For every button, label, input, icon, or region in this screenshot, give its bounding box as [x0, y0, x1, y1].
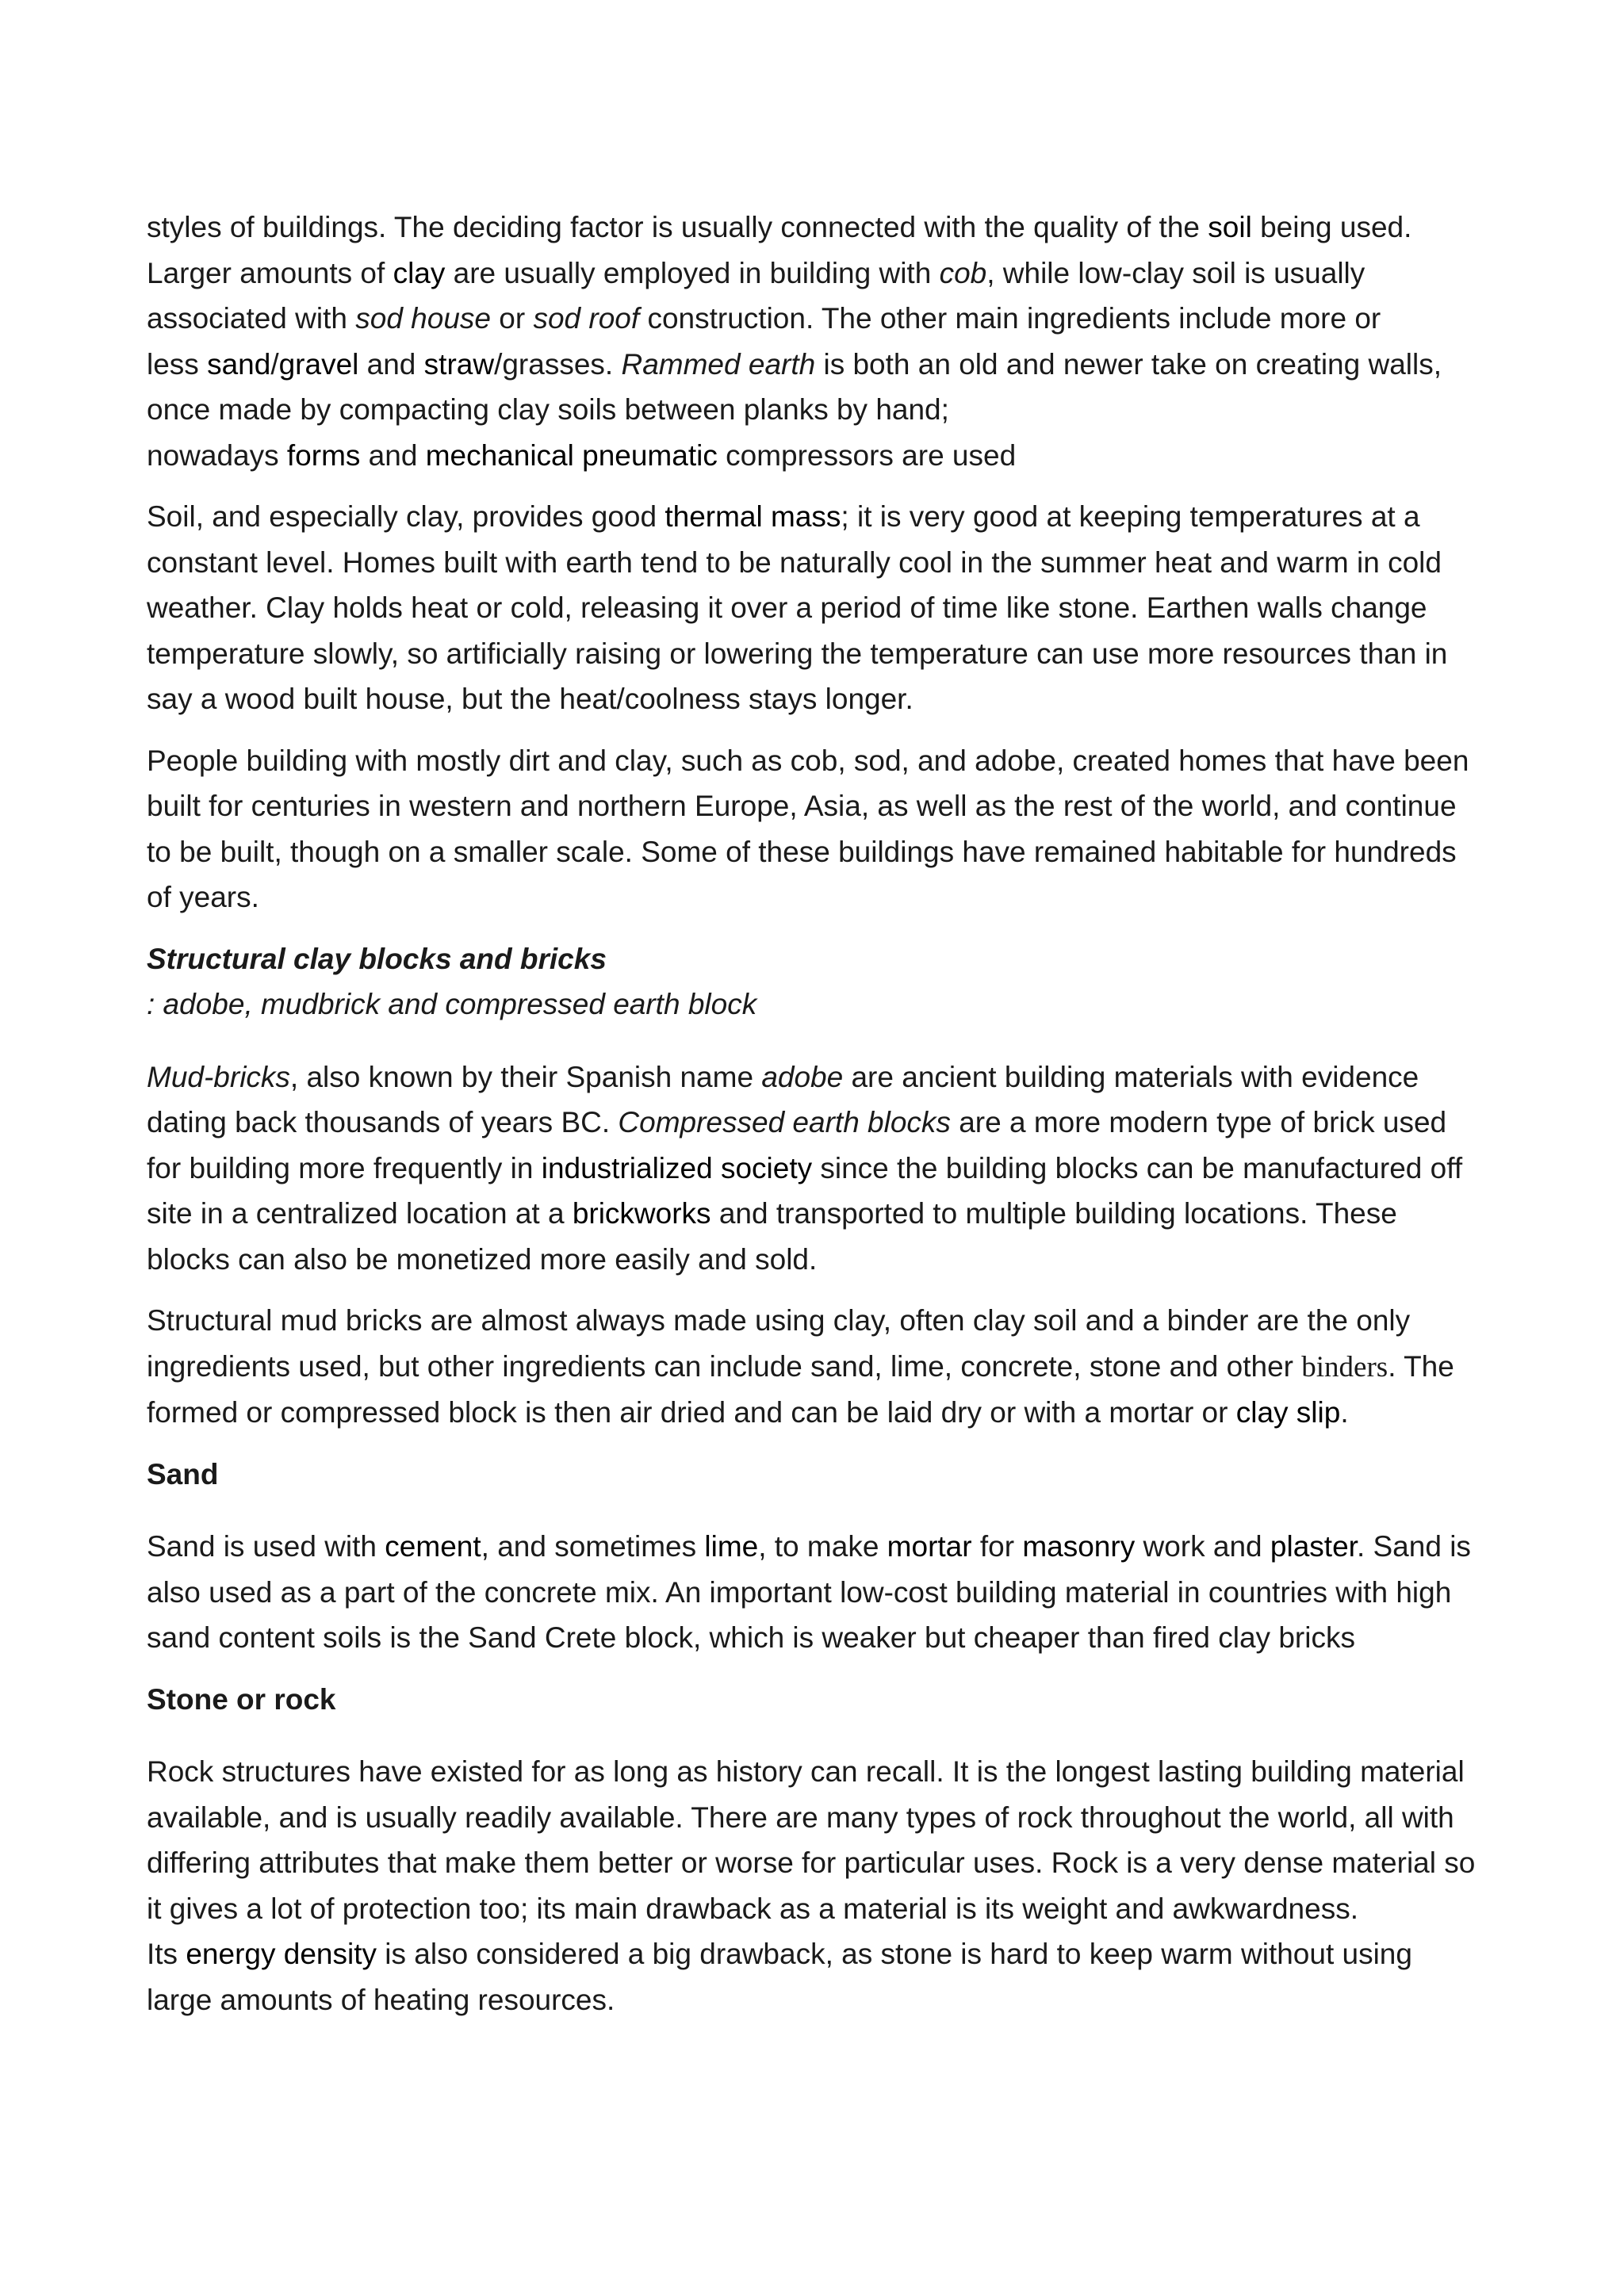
- linked-term: plaster: [1270, 1530, 1357, 1563]
- section-sand: [147, 1452, 1511, 1661]
- text-run: dating back thousands of years BC.: [147, 1106, 619, 1138]
- paragraph: [147, 1298, 1511, 1436]
- linked-term: industrialized society: [541, 1151, 813, 1184]
- text-run: built for centuries in western and northern Europe, Asia, as well as the rest of the world, and continue: [147, 790, 1457, 822]
- text-run: , to make: [758, 1530, 887, 1563]
- text-run: Structural mud bricks are almost always made using clay, often clay soil and a binder are the only: [147, 1304, 1411, 1337]
- text-run: say a wood built house, but the heat/coolness stays longer.: [147, 683, 914, 715]
- text-run: [574, 439, 582, 472]
- text-run: associated with: [147, 302, 356, 335]
- text-run: construction. The other main ingredients include more or: [639, 302, 1381, 335]
- text-line: [147, 1100, 1511, 1146]
- text-run: are ancient building materials with evidence: [843, 1060, 1419, 1093]
- clay-blocks-body: [147, 1054, 1511, 1436]
- text-run: People building with mostly dirt and clay, such as cob, sod, and adobe, created homes that have been: [147, 744, 1469, 777]
- text-run: since the building blocks can be manufactured off: [812, 1151, 1463, 1184]
- italic-term: Rammed earth: [621, 347, 816, 381]
- text-line: [147, 205, 1511, 251]
- text-run: is also considered a big drawback, as stone is hard to keep warm without using: [377, 1938, 1412, 1970]
- italic-term: sod house: [355, 302, 491, 335]
- text-run: Soil, and especially clay, provides good: [147, 500, 665, 533]
- text-run: Rock structures have existed for as long as history can recall. It is the longest lasting building material: [147, 1755, 1465, 1788]
- text-run: , also known by their Spanish name: [289, 1060, 762, 1093]
- text-run: weather. Clay holds heat or cold, releasing it over a period of time like stone. Earthen walls change: [147, 591, 1427, 624]
- italic-term: cob: [939, 256, 987, 289]
- text-run: less: [147, 347, 208, 381]
- text-run: , and sometimes: [481, 1530, 705, 1563]
- text-run: /: [270, 347, 279, 381]
- linked-term: mechanical: [425, 438, 574, 472]
- text-run: and transported to multiple building locations. These: [710, 1197, 1397, 1230]
- text-run: for building more frequently in: [147, 1151, 542, 1184]
- paragraph: [147, 738, 1511, 920]
- text-line: [147, 1344, 1511, 1391]
- text-run: it gives a lot of protection too; its main drawback as a material is its weight and awkwardness.: [147, 1892, 1358, 1925]
- linked-term: brickworks: [572, 1197, 711, 1230]
- text-run: constant level. Homes built with earth tend to be naturally cool in the summer heat and warm in cold: [147, 545, 1442, 579]
- text-run: to be built, though on a smaller scale. Some of these buildings have remained habitable for hundreds: [147, 835, 1457, 868]
- text-line: [147, 1840, 1511, 1886]
- text-run: are a more modern type of brick used: [950, 1106, 1447, 1138]
- text-run: available, and is usually readily available. There are many types of rock throughout the world, all with: [147, 1800, 1454, 1834]
- text-run: also used as a part of the concrete mix. An important low-cost building material in countries with high: [147, 1575, 1452, 1609]
- text-run: Larger amounts of: [147, 256, 393, 289]
- linked-term: sand: [207, 347, 271, 381]
- linked-term: forms: [286, 438, 361, 472]
- text-line: [147, 1390, 1511, 1436]
- section-subheading-clay-blocks: : adobe, mudbrick and compressed earth block: [147, 988, 757, 1020]
- text-line: [147, 251, 1511, 297]
- linked-term: masonry: [1022, 1530, 1136, 1563]
- serif-term: binders: [1301, 1350, 1388, 1383]
- text-line: [147, 1886, 1511, 1932]
- linked-term: soil: [1208, 211, 1252, 243]
- text-line: [147, 676, 1511, 722]
- text-run: and: [358, 347, 424, 381]
- italic-term: Compressed earth blocks: [618, 1106, 951, 1138]
- text-run: .: [1340, 1396, 1349, 1429]
- sand-body: [147, 1524, 1511, 1661]
- italic-term: Mud-bricks: [147, 1060, 290, 1093]
- paragraph: [147, 1749, 1511, 2022]
- linked-term: mortar: [887, 1530, 972, 1563]
- text-line: [147, 433, 1511, 479]
- text-run: , while low-clay soil is usually: [986, 256, 1365, 289]
- text-line: [147, 631, 1511, 677]
- italic-term: sod roof: [533, 302, 640, 335]
- text-run: formed or compressed block is then air dried and can be laid dry or with a mortar or: [147, 1396, 1236, 1429]
- text-line: [147, 1615, 1511, 1661]
- text-run: styles of buildings. The deciding factor is usually connected with the quality of the: [147, 211, 1208, 243]
- linked-term: cement: [385, 1530, 481, 1563]
- stone-body: [147, 1749, 1511, 2022]
- text-line: [147, 1570, 1511, 1616]
- document-page: [147, 205, 1511, 2038]
- text-line: [147, 1191, 1511, 1237]
- paragraph: [147, 494, 1511, 722]
- text-run: is both an old and newer take on creating walls,: [815, 347, 1442, 381]
- text-line: [147, 540, 1511, 586]
- text-run: . The: [1388, 1349, 1454, 1383]
- linked-term: pneumatic: [582, 438, 718, 472]
- linked-term: energy density: [186, 1938, 377, 1970]
- text-run: . Sand is: [1356, 1530, 1471, 1563]
- text-line: [147, 296, 1511, 342]
- text-run: once made by compacting clay soils between planks by hand;: [147, 393, 949, 426]
- text-run: Its: [147, 1938, 186, 1970]
- text-run: site in a centralized location at a: [147, 1197, 573, 1230]
- text-line: [147, 1054, 1511, 1100]
- linked-term: clay slip: [1235, 1396, 1341, 1429]
- text-line: [147, 1146, 1511, 1192]
- section-heading-clay-blocks: Structural clay blocks and bricks: [147, 942, 607, 975]
- text-line: [147, 874, 1511, 920]
- text-line: [147, 1298, 1511, 1344]
- text-run: blocks can also be monetized more easily and sold.: [147, 1242, 818, 1276]
- text-run: ingredients used, but other ingredients can include sand, lime, concrete, stone and other: [147, 1349, 1302, 1383]
- text-run: are usually employed in building with: [445, 256, 940, 289]
- text-line: [147, 494, 1511, 540]
- section-heading-stone: Stone or rock: [147, 1682, 336, 1716]
- text-line: [147, 585, 1511, 631]
- text-line: [147, 1524, 1511, 1570]
- text-run: and: [360, 438, 426, 472]
- text-run: nowadays: [147, 438, 287, 472]
- text-run: ; it is very good at keeping temperatures at a: [841, 500, 1420, 533]
- text-line: [147, 342, 1511, 388]
- linked-term: straw: [423, 347, 495, 381]
- linked-term: clay: [393, 256, 446, 289]
- section-heading-sand: Sand: [147, 1457, 219, 1490]
- text-run: compressors are used: [717, 438, 1017, 472]
- paragraph: [147, 1524, 1511, 1661]
- text-line: [147, 387, 1511, 433]
- text-run: being used.: [1251, 211, 1412, 243]
- intro-section: [147, 205, 1511, 920]
- text-line: [147, 1237, 1511, 1283]
- text-line: [147, 1795, 1511, 1841]
- text-run: large amounts of heating resources.: [147, 1983, 615, 2016]
- linked-term: thermal mass: [665, 500, 841, 533]
- linked-term: lime: [704, 1530, 759, 1563]
- text-run: or: [491, 302, 534, 335]
- text-run: temperature slowly, so artificially raising or lowering the temperature can use more resources than in: [147, 637, 1448, 670]
- italic-term: adobe: [761, 1060, 844, 1093]
- section-clay-blocks: [147, 936, 1511, 1436]
- text-line: [147, 1977, 1511, 2023]
- text-line: [147, 1931, 1511, 1977]
- text-run: sand content soils is the Sand Crete block, which is weaker but cheaper than fired clay bricks: [147, 1621, 1355, 1654]
- text-run: Sand is used with: [147, 1530, 385, 1563]
- paragraph: [147, 1054, 1511, 1283]
- section-stone: [147, 1677, 1511, 2023]
- text-line: [147, 738, 1511, 784]
- text-line: [147, 829, 1511, 875]
- text-run: differing attributes that make them better or worse for particular uses. Rock is a very dense material so: [147, 1846, 1476, 1879]
- text-run: of years.: [147, 881, 259, 913]
- paragraph: [147, 205, 1511, 478]
- text-line: [147, 783, 1511, 829]
- linked-term: gravel: [278, 347, 359, 381]
- text-run: work and: [1135, 1530, 1270, 1563]
- text-line: [147, 1749, 1511, 1795]
- text-run: for: [971, 1530, 1023, 1563]
- text-run: /grasses.: [494, 347, 622, 381]
